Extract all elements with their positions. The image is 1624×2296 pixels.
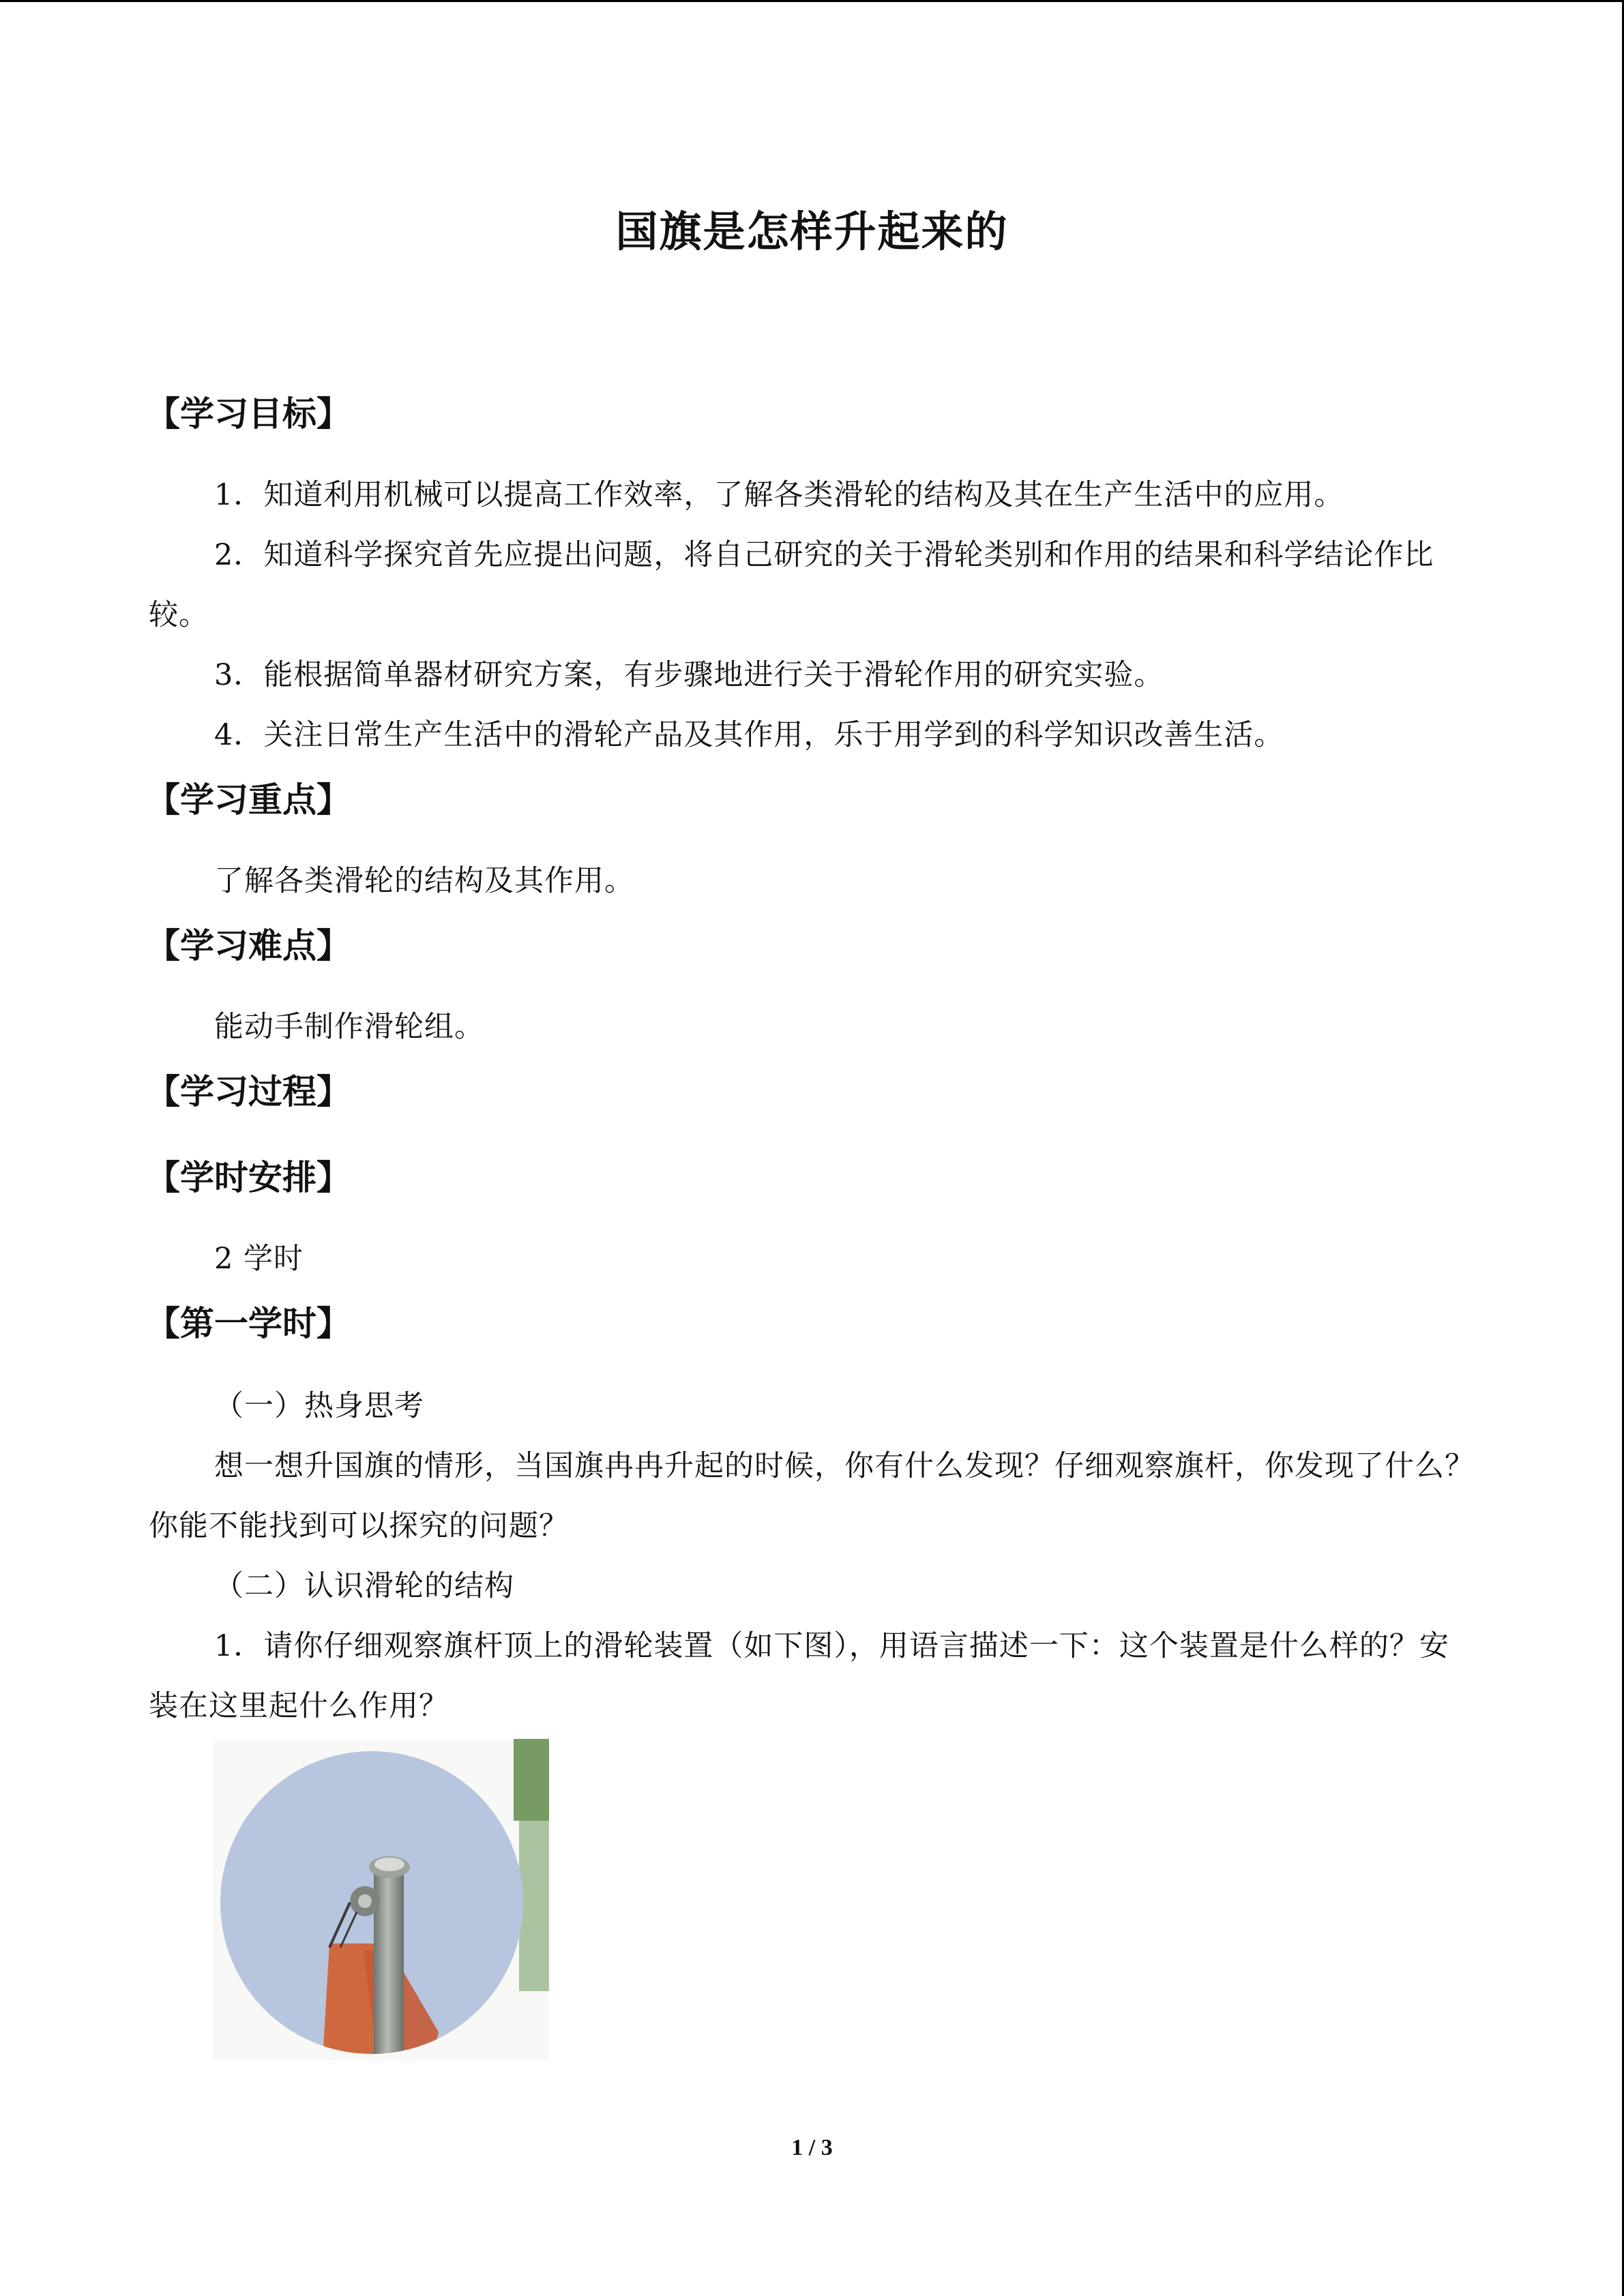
structure-title: （二）认识滑轮的结构 (214, 1569, 514, 1603)
heading-key-points: 【学习重点】 (146, 780, 351, 820)
objective-item-3: 3．能根据简单器材研究方案，有步骤地进行关于滑轮作用的研究实验。 (214, 658, 1164, 692)
key-points-text: 了解各类滑轮的结构及其作用。 (214, 864, 634, 898)
structure-question-1: 1．请你仔细观察旗杆顶上的滑轮装置（如下图），用语言描述一下：这个装置是什么样的？安装在这里起什么作用？ (149, 1629, 1449, 1723)
warmup-text: 想一想升国旗的情形，当国旗冉冉升起的时候，你有什么发现？仔细观察旗杆，你发现了什么？你能不能找到可以探究的问题？ (149, 1449, 1475, 1543)
heading-difficulties: 【学习难点】 (146, 926, 351, 966)
heading-objectives: 【学习目标】 (146, 394, 351, 434)
flagpole-pulley-photo-icon (213, 1739, 549, 2061)
difficulties-text: 能动手制作滑轮组。 (214, 1010, 484, 1044)
page-number: 1 / 3 (791, 2135, 833, 2160)
heading-first-period: 【第一学时】 (146, 1304, 351, 1343)
objective-item-4: 4．关注日常生产生活中的滑轮产品及其作用，乐于用学到的科学知识改善生活。 (214, 718, 1284, 752)
page-border-top (0, 0, 1624, 2)
heading-process: 【学习过程】 (146, 1072, 351, 1112)
document-title: 国旗是怎样升起来的 (615, 207, 1009, 256)
schedule-text: 2 学时 (214, 1242, 304, 1276)
objective-item-1: 1．知道利用机械可以提高工作效率，了解各类滑轮的结构及其在生产生活中的应用。 (214, 478, 1344, 512)
warmup-title: （一）热身思考 (214, 1389, 424, 1423)
objective-item-2: 2．知道科学探究首先应提出问题，将自己研究的关于滑轮类别和作用的结果和科学结论作比较。 (149, 538, 1434, 632)
heading-schedule: 【学时安排】 (146, 1158, 351, 1197)
